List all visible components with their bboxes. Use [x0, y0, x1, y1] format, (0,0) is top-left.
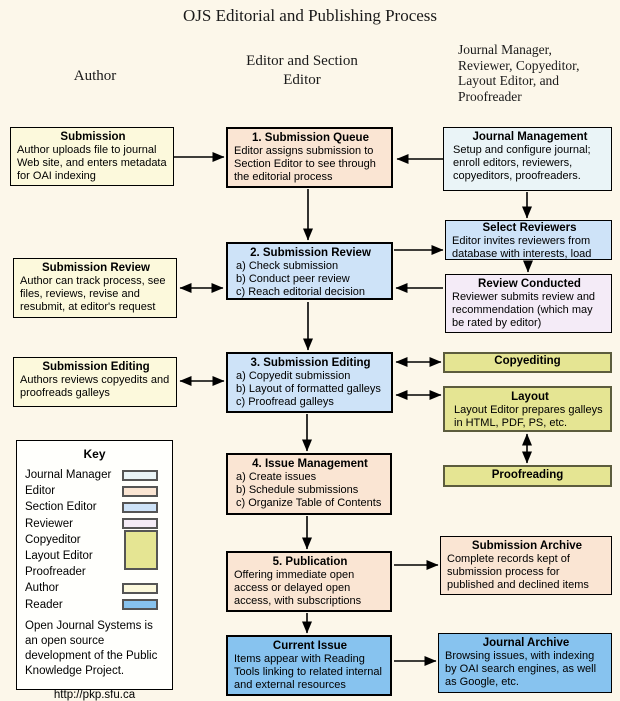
select-reviewers-body: Editor invites reviewers from database with interests, load [452, 235, 592, 260]
proofreading-title: Proofreading [491, 469, 564, 481]
submission-editing-steps [234, 370, 387, 409]
key-swatch-editor [122, 486, 158, 497]
key-label: Editor [25, 485, 56, 498]
review-conducted-body: Reviewer submits review and recommendation (which may be rated by editor) [452, 291, 596, 329]
publication-box [226, 551, 392, 612]
key-label: Reviewer [25, 517, 73, 530]
submission-archive-body: Complete records kept of submission process for published and declined items [447, 553, 589, 591]
issue-management-steps [234, 471, 386, 510]
key-swatch-author [122, 583, 158, 594]
submission-editing-author-box [13, 357, 177, 407]
issue-management-title: 4. Issue Management [252, 458, 368, 470]
diagram-title: OJS Editorial and Publishing Process [182, 6, 438, 25]
submission-queue-body: Editor assigns submission to Section Editor to see through the editorial process [234, 145, 376, 183]
submission-editing-author-title: Submission Editing [42, 361, 150, 373]
key-swatch-section-editor [122, 502, 158, 513]
layout-body: Layout Editor prepares galleys in HTML, PDF, PS, etc. [454, 404, 603, 429]
key-label: Journal Manager [25, 469, 112, 482]
layout-title: Layout [511, 391, 549, 403]
review-conducted-box [445, 274, 612, 333]
submission-box [10, 127, 174, 186]
current-issue-box [226, 635, 392, 696]
issue-management-box [226, 453, 392, 515]
key-swatch-reader [122, 599, 158, 610]
journal-management-box [443, 127, 612, 191]
key-row [17, 499, 172, 515]
step: a) Copyedit submission [236, 370, 351, 382]
key-box [16, 440, 173, 701]
step: c) Organize Table of Contents [236, 497, 382, 509]
key-row [17, 483, 172, 499]
key-label: Reader [25, 598, 63, 611]
key-row [17, 597, 172, 613]
select-reviewers-title: Select Reviewers [482, 222, 577, 234]
submission-box-body: Author uploads file to journal Web site, and enters metadata for OAI indexing [17, 144, 167, 182]
pkp-url: http://pkp.sfu.ca [53, 688, 136, 701]
key-row [17, 467, 172, 483]
key-label: Author [25, 582, 59, 595]
submission-editing-box [226, 352, 393, 413]
column-header-editor: Editor and Section Editor [246, 53, 358, 88]
submission-archive-box [440, 536, 612, 595]
journal-archive-box [438, 633, 612, 693]
current-issue-body: Items appear with Reading Tools linking to related internal and external resources [234, 653, 382, 691]
step: b) Schedule submissions [236, 484, 359, 496]
publication-title: 5. Publication [272, 556, 348, 568]
submission-review-author-title: Submission Review [41, 262, 150, 274]
proofreading-box [443, 465, 612, 487]
key-note: Open Journal Systems is an open source development of the Public Knowledge Project. [25, 619, 158, 677]
column-header-manager-reviewer: Journal Manager, Reviewer, Copyeditor, Layout Editor, and Proofreader [458, 42, 580, 104]
key-row [17, 580, 172, 596]
step: b) Conduct peer review [236, 273, 350, 285]
key-swatch-journal-manager [122, 470, 158, 481]
submission-queue-box [226, 127, 393, 188]
key-swatch-copyeditor-layout-proofreader [124, 530, 158, 570]
key-label: Layout Editor [25, 550, 93, 563]
column-header-author: Author [73, 68, 117, 84]
journal-archive-body: Browsing issues, with indexing by OAI search engines, as well as Google, etc. [445, 650, 597, 688]
submission-review-steps [234, 260, 387, 299]
submission-review-box [226, 242, 393, 300]
copyediting-box [443, 352, 612, 373]
key-swatch-reviewer [122, 518, 158, 529]
submission-archive-title: Submission Archive [471, 540, 583, 552]
current-issue-title: Current Issue [272, 640, 348, 652]
step: c) Reach editorial decision [236, 286, 366, 298]
key-title: Key [83, 447, 106, 461]
submission-editing-author-body: Authors reviews copyedits and proofreads galleys [20, 374, 170, 399]
key-label: Proofreader [25, 566, 86, 579]
journal-archive-title: Journal Archive [482, 637, 570, 649]
publication-body: Offering immediate open access or delayed open access, with subscriptions [234, 569, 362, 607]
review-conducted-title: Review Conducted [478, 278, 581, 290]
key-label: Copyeditor [25, 533, 81, 546]
submission-review-author-box [13, 258, 177, 318]
step: c) Proofread galleys [236, 396, 334, 408]
submission-review-author-body: Author can track process, see files, reviews, revise and resubmit, at editor's request [20, 275, 166, 313]
copyediting-title: Copyediting [494, 355, 561, 367]
step: b) Layout of formatted galleys [236, 383, 381, 395]
select-reviewers-box [445, 220, 612, 260]
submission-queue-title: 1. Submission Queue [252, 132, 369, 144]
layout-box [443, 386, 612, 432]
submission-review-title: 2. Submission Review [250, 247, 371, 259]
journal-management-title: Journal Management [472, 131, 588, 143]
journal-management-body: Setup and configure journal; enroll editors, reviewers, copyeditors, proofreaders. [453, 144, 591, 182]
key-label: Section Editor [25, 501, 97, 514]
step: a) Check submission [236, 260, 339, 272]
step: a) Create issues [236, 471, 317, 483]
submission-editing-title: 3. Submission Editing [250, 357, 371, 369]
submission-box-title: Submission [60, 131, 126, 143]
